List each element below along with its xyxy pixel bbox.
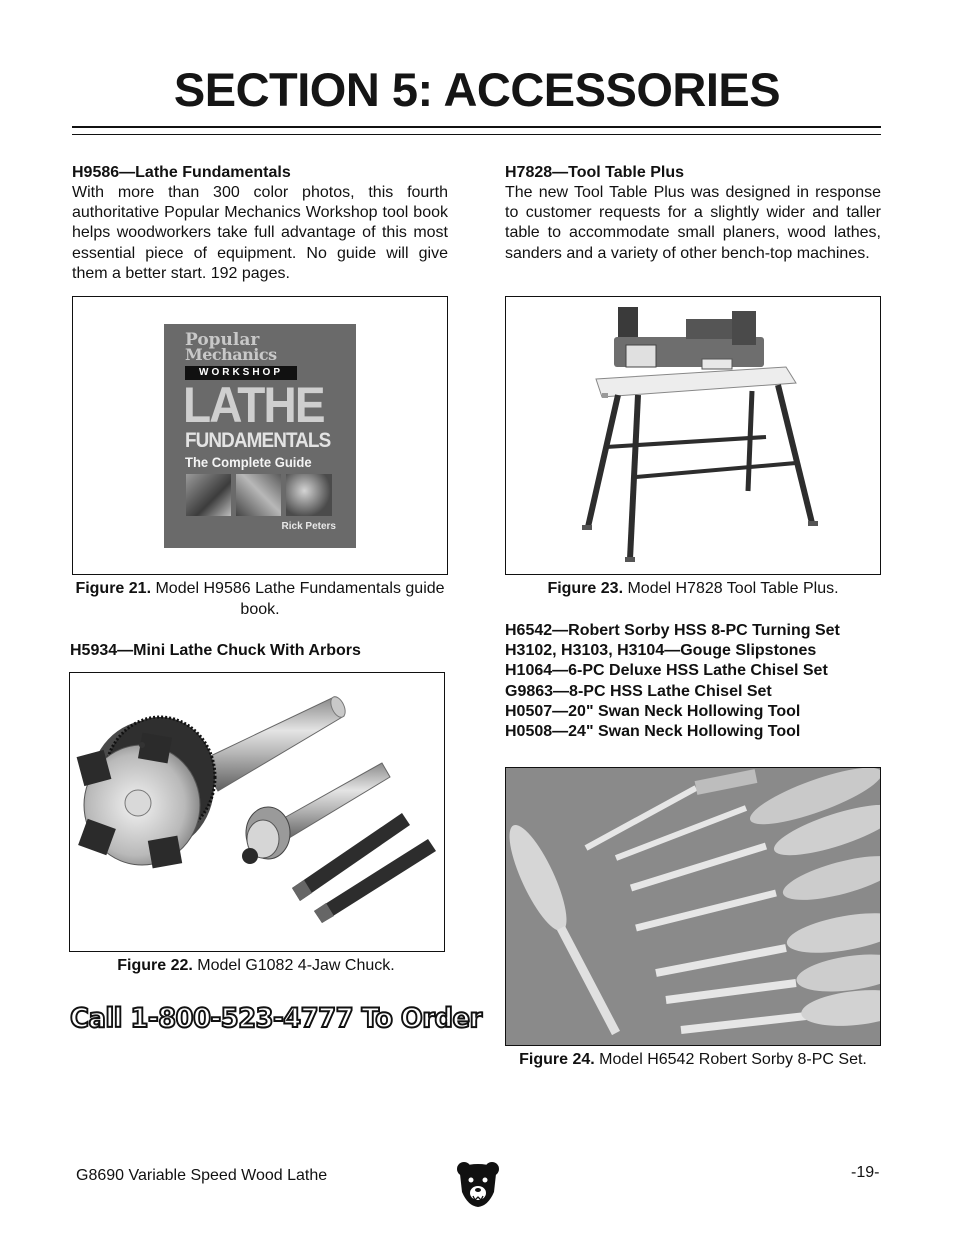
chisel-set-illustration	[506, 768, 880, 1045]
book-subtitle: FUNDAMENTALS	[185, 429, 331, 452]
book-photo-1	[186, 474, 231, 516]
title-rule-thin	[72, 134, 881, 135]
footer-manual-title: G8690 Variable Speed Wood Lathe	[76, 1167, 328, 1184]
h7828-heading: H7828—Tool Table Plus	[505, 164, 685, 181]
figure-21-box	[72, 296, 448, 575]
figure-22-box	[69, 672, 445, 952]
page-number: -19-	[851, 1164, 880, 1181]
h9586-heading: H9586—Lathe Fundamentals	[72, 164, 291, 181]
product-list-item: H0507—20" Swan Neck Hollowing Tool	[505, 702, 801, 720]
product-list-item: H6542—Robert Sorby HSS 8-PC Turning Set	[505, 622, 840, 639]
figure-24-text: Model H6542 Robert Sorby 8-PC Set.	[594, 1051, 867, 1068]
product-list-item: G9863—8-PC HSS Lathe Chisel Set	[505, 682, 772, 700]
figure-21-label: Figure 21.	[75, 580, 152, 597]
figure-23-text: Model H7828 Tool Table Plus.	[623, 580, 839, 597]
figure-21-caption	[72, 579, 448, 620]
product-list-item: H3102, H3103, H3104—Gouge Slipstones	[505, 642, 817, 660]
book-title: LATHE	[183, 377, 324, 433]
title-rule-thick	[72, 126, 881, 128]
h7828-description: The new Tool Table Plus was designed in response to customer requests for a slightly wider and taller table to accommodate small planers, wood lathes, sanders and a variety of other bench-top machines.	[505, 184, 881, 262]
figure-24-caption	[505, 1050, 881, 1071]
book-photo-3	[286, 474, 332, 516]
figure-24-box	[505, 767, 881, 1046]
book-tagline: The Complete Guide	[185, 454, 312, 470]
bear-logo-icon	[456, 1160, 500, 1208]
figure-24-label: Figure 24.	[519, 1051, 595, 1068]
figure-23-label: Figure 23.	[547, 580, 624, 597]
call-to-order: Call 1-800-523-4777 To Order	[70, 1003, 482, 1034]
section-title: SECTION 5: ACCESSORIES	[173, 63, 781, 116]
product-list-item: H1064—6-PC Deluxe HSS Lathe Chisel Set	[505, 662, 828, 680]
h5934-heading: H5934—Mini Lathe Chuck With Arbors	[70, 642, 361, 659]
product-list-item: H0508—24" Swan Neck Hollowing Tool	[505, 723, 801, 741]
book-photo-2	[236, 474, 281, 516]
figure-23-caption	[505, 579, 881, 600]
figure-23-box	[505, 296, 881, 575]
book-brand-line2: Mechanics	[185, 345, 277, 364]
h9586-description: With more than 300 color photos, this fourth authoritative Popular Mechanics Workshop tool book helps woodworkers take full advantage of this most essential piece of equipment. No guide will give them a better start. 192 pages.	[72, 184, 448, 282]
product-list	[505, 621, 881, 742]
book-banner-text: WORKSHOP	[199, 367, 283, 378]
figure-22-text: Model G1082 4-Jaw Chuck.	[192, 957, 395, 974]
figure-22-caption	[69, 956, 443, 977]
book-cover-image	[164, 324, 356, 548]
chuck-illustration	[70, 673, 444, 951]
book-author: Rick Peters	[281, 521, 336, 532]
figure-21-text: Model H9586 Lathe Fundamentals guide book.	[151, 580, 445, 618]
figure-22-label: Figure 22.	[117, 957, 193, 974]
book-brand-line1: Popular	[185, 330, 260, 350]
tool-table-illustration	[506, 297, 880, 574]
